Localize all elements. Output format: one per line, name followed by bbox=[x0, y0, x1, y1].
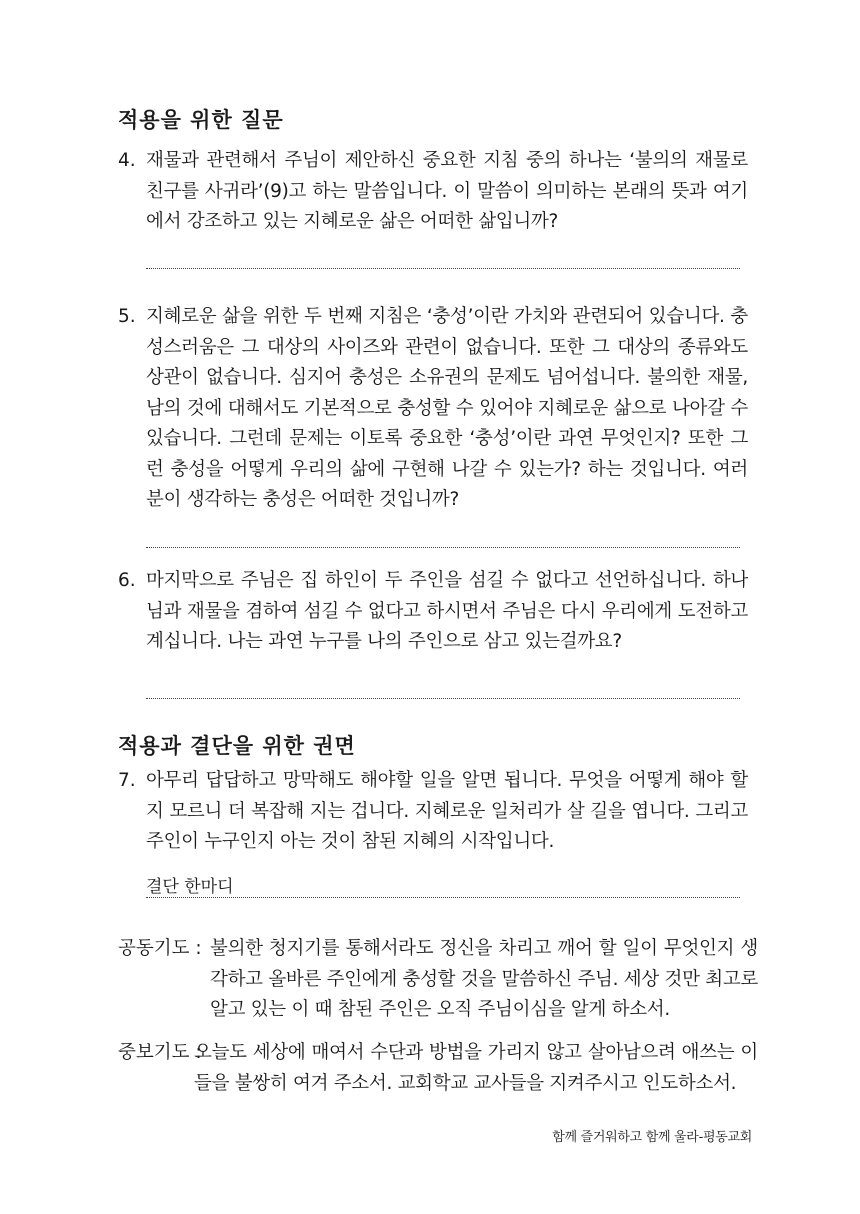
question-4 bbox=[118, 146, 748, 238]
question-text: 마지막으로 주님은 집 하인이 두 주인을 섬길 수 없다고 선언하십니다. 하나님과 재물을 겸하여 섬길 수 없다고 하시면서 주님은 다시 우리에게 도전하고 계십니다. 나는 과연 누구를 나의 주인으로 삼고 있는걸까요? bbox=[146, 570, 748, 652]
item-number: 7. bbox=[118, 770, 136, 791]
prayer-text: 오늘도 세상에 매여서 수단과 방법을 가리지 않고 살아남으려 애쓰는 이들을 불쌍히 여겨 주소서. 교회학교 교사들을 지켜주시고 인도하소서. bbox=[194, 1042, 758, 1094]
decision-label: 결단 한마디 bbox=[146, 877, 234, 897]
question-number: 5. bbox=[118, 306, 136, 327]
page-footer: 함께 즐거워하고 함께 울라-평동교회 bbox=[552, 1130, 752, 1145]
question-text: 지혜로운 삶을 위한 두 번째 지침은 ‘충성’이란 가치와 관련되어 있습니다. 충성스러움은 그 대상의 사이즈와 관련이 없습니다. 또한 그 대상의 종류와도 상관이 없습니다. 심지어 충성은 소유권의 문제도 넘어섭니다. 불의한 재물, 남의 것에 대해서도 기본적으로 충성할 수 있어야 지혜로운 삶으로 나아갈 수 있습니다. 그런데 문제는 이토록 중요한 ‘충성’이란 과연 무엇인지? 또한 그런 충성을 어떻게 우리의 삶에 구현해 나갈 수 있는가? 하는 것입니다. 여러분이 생각하는 충성은 어떠한 것입니까? bbox=[146, 306, 748, 510]
prayer-label: 중보기도 : bbox=[118, 1042, 202, 1063]
exhortation-7 bbox=[118, 766, 748, 858]
decision-line bbox=[146, 897, 740, 898]
question-6 bbox=[118, 566, 748, 658]
answer-line bbox=[146, 268, 740, 269]
answer-line bbox=[146, 698, 740, 699]
item-text: 아무리 답답하고 망막해도 해야할 일을 알면 됩니다. 무엇을 어떻게 해야 할지 모르니 더 복잡해 지는 겁니다. 지혜로운 일처리가 살 길을 엽니다. 그리고 주인이 누구인지 아는 것이 참된 지혜의 시작입니다. bbox=[146, 770, 748, 852]
answer-line bbox=[146, 547, 740, 548]
intercessory-prayer bbox=[118, 1038, 758, 1099]
prayer-text: 불의한 청지기를 통해서라도 정신을 차리고 깨어 할 일이 무엇인지 생각하고 올바른 주인에게 충성할 것을 말씀하신 주님. 세상 것만 최고로 알고 있는 이 때 참된 주인은 오직 주님이심을 알게 하소서. bbox=[210, 938, 758, 1020]
question-number: 4. bbox=[118, 150, 136, 171]
section-heading-exhortation: 적용과 결단을 위한 권면 bbox=[118, 734, 356, 758]
question-5 bbox=[118, 302, 748, 516]
question-number: 6. bbox=[118, 570, 136, 591]
question-text: 재물과 관련해서 주님이 제안하신 중요한 지침 중의 하나는 ‘불의의 재물로 친구를 사귀라’(9)고 하는 말씀입니다. 이 말씀이 의미하는 본래의 뜻과 여기에서 강조하고 있는 지혜로운 삶은 어떠한 삶입니까? bbox=[146, 150, 748, 232]
section-heading-application-questions: 적용을 위한 질문 bbox=[118, 108, 284, 132]
prayer-label: 공동기도 : bbox=[118, 938, 202, 959]
common-prayer bbox=[118, 934, 758, 1026]
